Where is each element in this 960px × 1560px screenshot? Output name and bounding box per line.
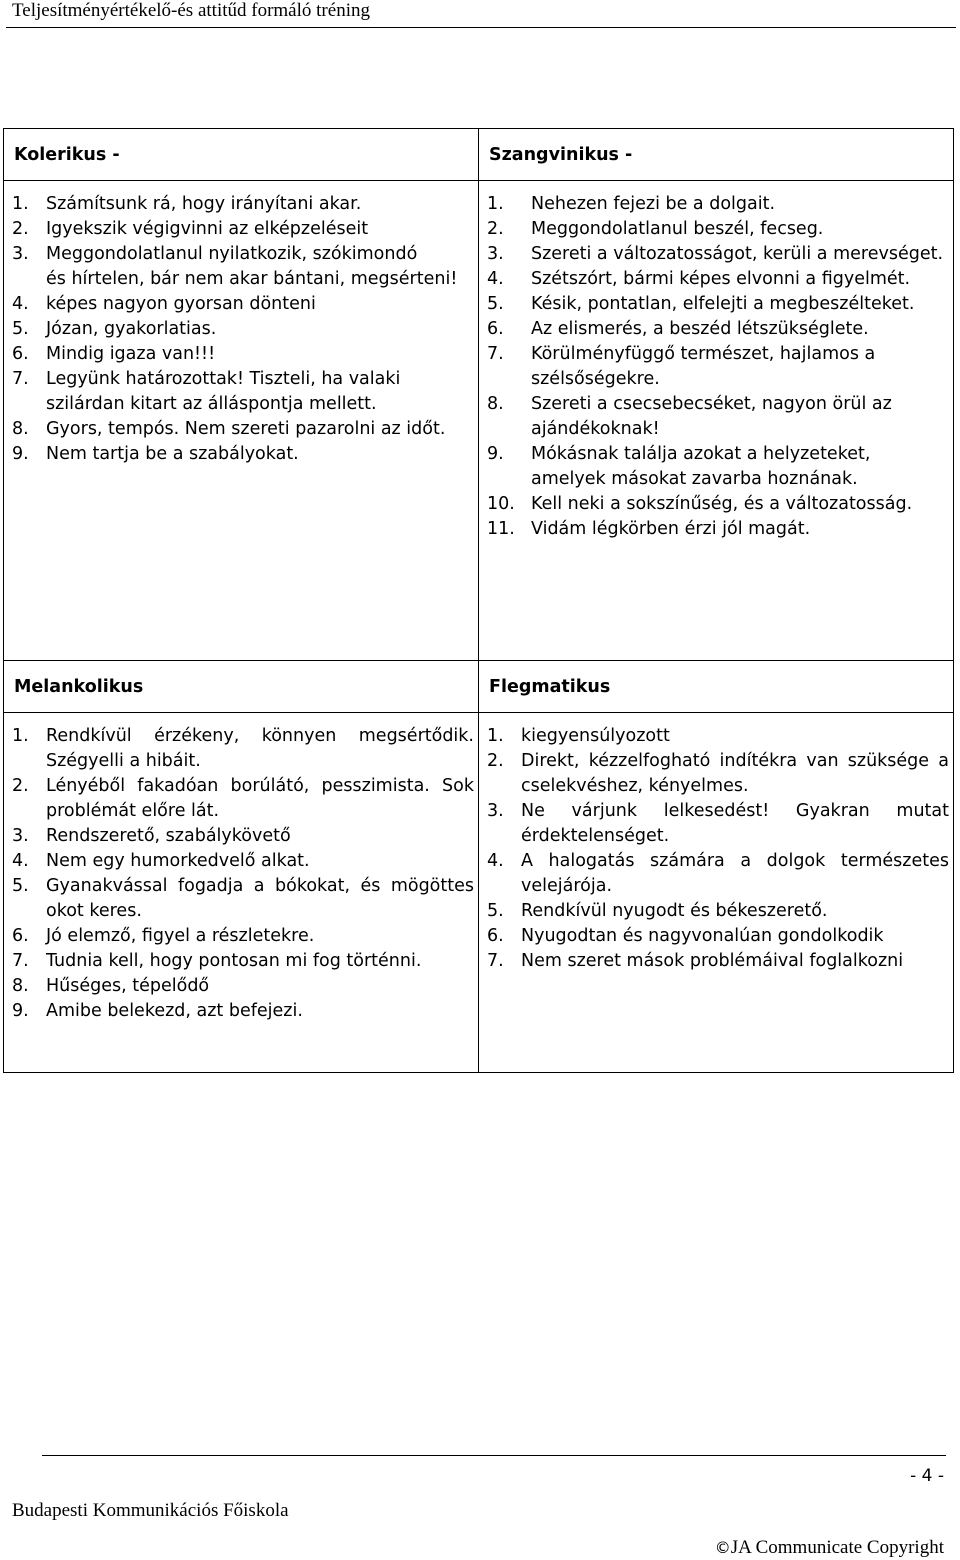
list-item-text: A halogatás számára a dolgok természetes velejárója. bbox=[521, 851, 949, 896]
list-item-text: Nyugodtan és nagyvonalúan gondolkodik bbox=[521, 926, 884, 946]
list-item-number: 4. bbox=[487, 269, 504, 289]
list-item bbox=[487, 724, 949, 749]
list-item-text: Legyünk határozottak! Tiszteli, ha valaki szilárdan kitart az álláspontja mellett. bbox=[46, 369, 401, 414]
list-item-number: 4. bbox=[12, 294, 29, 314]
list-item-text: Szétszórt, bármi képes elvonni a figyelmét. bbox=[531, 269, 911, 289]
list-item-number: 2. bbox=[487, 751, 504, 771]
list-item-number: 2. bbox=[12, 219, 29, 239]
list-item-text: Józan, gyakorlatias. bbox=[46, 319, 217, 339]
list-item-number: 10. bbox=[487, 494, 515, 514]
list-item bbox=[487, 799, 949, 849]
list-item-text: Szereti a változatosságot, kerüli a merevséget. bbox=[531, 244, 944, 264]
list-item-number: 6. bbox=[12, 344, 29, 364]
list-item-number: 6. bbox=[12, 926, 29, 946]
list-item-number: 5. bbox=[12, 876, 29, 896]
list-item-text: képes nagyon gyorsan dönteni bbox=[46, 294, 316, 314]
list-item-text: Nehezen fejezi be a dolgait. bbox=[531, 194, 776, 214]
list-item-text: Az elismerés, a beszéd létszükséglete. bbox=[531, 319, 869, 339]
list-item bbox=[487, 949, 949, 974]
list-item-number: 5. bbox=[12, 319, 29, 339]
list-item-number: 3. bbox=[487, 244, 504, 264]
list-item bbox=[12, 342, 474, 367]
szangvinikus-heading: Szangvinikus - bbox=[479, 129, 954, 181]
list-item-number: 6. bbox=[487, 926, 504, 946]
footer-school: Budapesti Kommunikációs Főiskola bbox=[12, 1500, 289, 1521]
list-item bbox=[487, 392, 949, 442]
list-item-text: Direkt, kézzelfogható indítékra van szüksége a cselekvéshez, kényelmes. bbox=[521, 751, 949, 796]
list-item-number: 2. bbox=[487, 219, 504, 239]
flegmatikus-heading: Flegmatikus bbox=[479, 661, 954, 713]
list-item bbox=[12, 999, 474, 1024]
list-item-number: 7. bbox=[12, 369, 29, 389]
list-item-number: 8. bbox=[12, 976, 29, 996]
list-item bbox=[487, 517, 949, 542]
list-item-text: Kell neki a sokszínűség, és a változatosság. bbox=[531, 494, 913, 514]
list-item bbox=[487, 492, 949, 517]
list-item-number: 11. bbox=[487, 519, 515, 539]
list-item-text: Késik, pontatlan, elfelejti a megbeszélteket. bbox=[531, 294, 915, 314]
list-item-text: Gyors, tempós. Nem szereti pazarolni az időt. bbox=[46, 419, 446, 439]
list-item-number: 1. bbox=[487, 726, 504, 746]
copyright-text: JA Communicate Copyright bbox=[730, 1537, 944, 1558]
list-item-text: Körülményfüggő természet, hajlamos a szélsőségekre. bbox=[531, 344, 876, 389]
header-rule bbox=[6, 27, 956, 28]
list-item-text: Jó elemző, figyel a részletekre. bbox=[46, 926, 315, 946]
list-item bbox=[12, 267, 474, 292]
list-item bbox=[487, 242, 949, 267]
list-item bbox=[12, 242, 474, 267]
list-item bbox=[487, 749, 949, 799]
list-item-number: 5. bbox=[487, 901, 504, 921]
list-item-text: Tudnia kell, hogy pontosan mi fog történni. bbox=[46, 951, 422, 971]
list-item-number: 7. bbox=[487, 344, 504, 364]
list-item-text: Amibe belekezd, azt befejezi. bbox=[46, 1001, 303, 1021]
copyright-icon: © bbox=[714, 1538, 731, 1557]
list-item bbox=[487, 317, 949, 342]
footer-rule bbox=[42, 1455, 946, 1456]
list-item bbox=[12, 949, 474, 974]
list-item-text: kiegyensúlyozott bbox=[521, 726, 670, 746]
temperament-table bbox=[3, 128, 954, 1073]
list-item-text: Nem szeret mások problémáival foglalkozni bbox=[521, 951, 904, 971]
list-item bbox=[12, 367, 474, 417]
page-number: - 4 - bbox=[910, 1466, 944, 1486]
list-item-text: Rendszerető, szabálykövető bbox=[46, 826, 291, 846]
list-item-number: 4. bbox=[487, 851, 504, 871]
melankolikus-list bbox=[12, 724, 474, 1024]
list-item bbox=[12, 974, 474, 999]
list-item-number: 5. bbox=[487, 294, 504, 314]
list-item-number: 1. bbox=[12, 194, 29, 214]
list-item-number: 7. bbox=[487, 951, 504, 971]
list-item bbox=[487, 192, 949, 217]
list-item bbox=[12, 417, 474, 442]
list-item-number: 6. bbox=[487, 319, 504, 339]
list-item-number: 3. bbox=[12, 244, 29, 264]
list-item bbox=[487, 849, 949, 899]
kolerikus-heading: Kolerikus - bbox=[4, 129, 479, 181]
list-item-text: Ne várjunk lelkesedést! Gyakran mutat érdektelenséget. bbox=[521, 801, 949, 846]
list-item bbox=[487, 267, 949, 292]
list-item-text: Gyanakvással fogadja a bókokat, és mögöttes okot keres. bbox=[46, 876, 474, 921]
list-item-text: Rendkívül érzékeny, könnyen megsértődik. Szégyelli a hibáit. bbox=[46, 726, 474, 771]
list-item bbox=[12, 824, 474, 849]
list-item-text: és hírtelen, bár nem akar bántani, megsérteni! bbox=[46, 269, 458, 289]
list-item-number: 3. bbox=[12, 826, 29, 846]
list-item bbox=[12, 774, 474, 824]
list-item bbox=[12, 317, 474, 342]
list-item-text: Vidám légkörben érzi jól magát. bbox=[531, 519, 811, 539]
list-item-text: Mindig igaza van!!! bbox=[46, 344, 216, 364]
kolerikus-list bbox=[12, 192, 474, 467]
list-item-text: Nem egy humorkedvelő alkat. bbox=[46, 851, 310, 871]
list-item-text: Hűséges, tépelődő bbox=[46, 976, 210, 996]
list-item-number: 8. bbox=[487, 394, 504, 414]
list-item-number: 9. bbox=[487, 444, 504, 464]
list-item-text: Mókásnak találja azokat a helyzeteket, amelyek másokat zavarba hoznának. bbox=[531, 444, 871, 489]
list-item bbox=[12, 874, 474, 924]
list-item-number: 4. bbox=[12, 851, 29, 871]
list-item bbox=[487, 442, 949, 492]
list-item-number: 1. bbox=[12, 726, 29, 746]
list-item bbox=[487, 292, 949, 317]
list-item-number: 9. bbox=[12, 1001, 29, 1021]
list-item-text: Igyekszik végigvinni az elképzeléseit bbox=[46, 219, 369, 239]
list-item bbox=[12, 292, 474, 317]
list-item bbox=[12, 849, 474, 874]
list-item-text: Meggondolatlanul beszél, fecseg. bbox=[531, 219, 824, 239]
list-item bbox=[12, 724, 474, 774]
list-item-number: 8. bbox=[12, 419, 29, 439]
list-item-text: Meggondolatlanul nyilatkozik, szókimondó bbox=[46, 244, 418, 264]
list-item-text: Szereti a csecsebecséket, nagyon örül az ajándékoknak! bbox=[531, 394, 892, 439]
list-item-number: 1. bbox=[487, 194, 504, 214]
list-item-number: 7. bbox=[12, 951, 29, 971]
footer-copyright bbox=[715, 1537, 944, 1559]
melankolikus-heading: Melankolikus bbox=[4, 661, 479, 713]
list-item bbox=[487, 342, 949, 392]
list-item-text: Számítsunk rá, hogy irányítani akar. bbox=[46, 194, 362, 214]
list-item-text: Rendkívül nyugodt és békeszerető. bbox=[521, 901, 828, 921]
list-item bbox=[12, 442, 474, 467]
list-item-text: Nem tartja be a szabályokat. bbox=[46, 444, 299, 464]
document-header-title: Teljesítményértékelő-és attitűd formáló tréning bbox=[12, 0, 370, 21]
list-item-number: 9. bbox=[12, 444, 29, 464]
list-item bbox=[487, 217, 949, 242]
list-item bbox=[12, 192, 474, 217]
list-item bbox=[12, 924, 474, 949]
flegmatikus-list bbox=[487, 724, 949, 974]
list-item-number: 3. bbox=[487, 801, 504, 821]
list-item bbox=[487, 924, 949, 949]
list-item-text: Lényéből fakadóan borúlátó, pesszimista. Sok problémát előre lát. bbox=[46, 776, 474, 821]
list-item bbox=[487, 899, 949, 924]
szangvinikus-list bbox=[487, 192, 949, 542]
list-item-number: 2. bbox=[12, 776, 29, 796]
list-item bbox=[12, 217, 474, 242]
